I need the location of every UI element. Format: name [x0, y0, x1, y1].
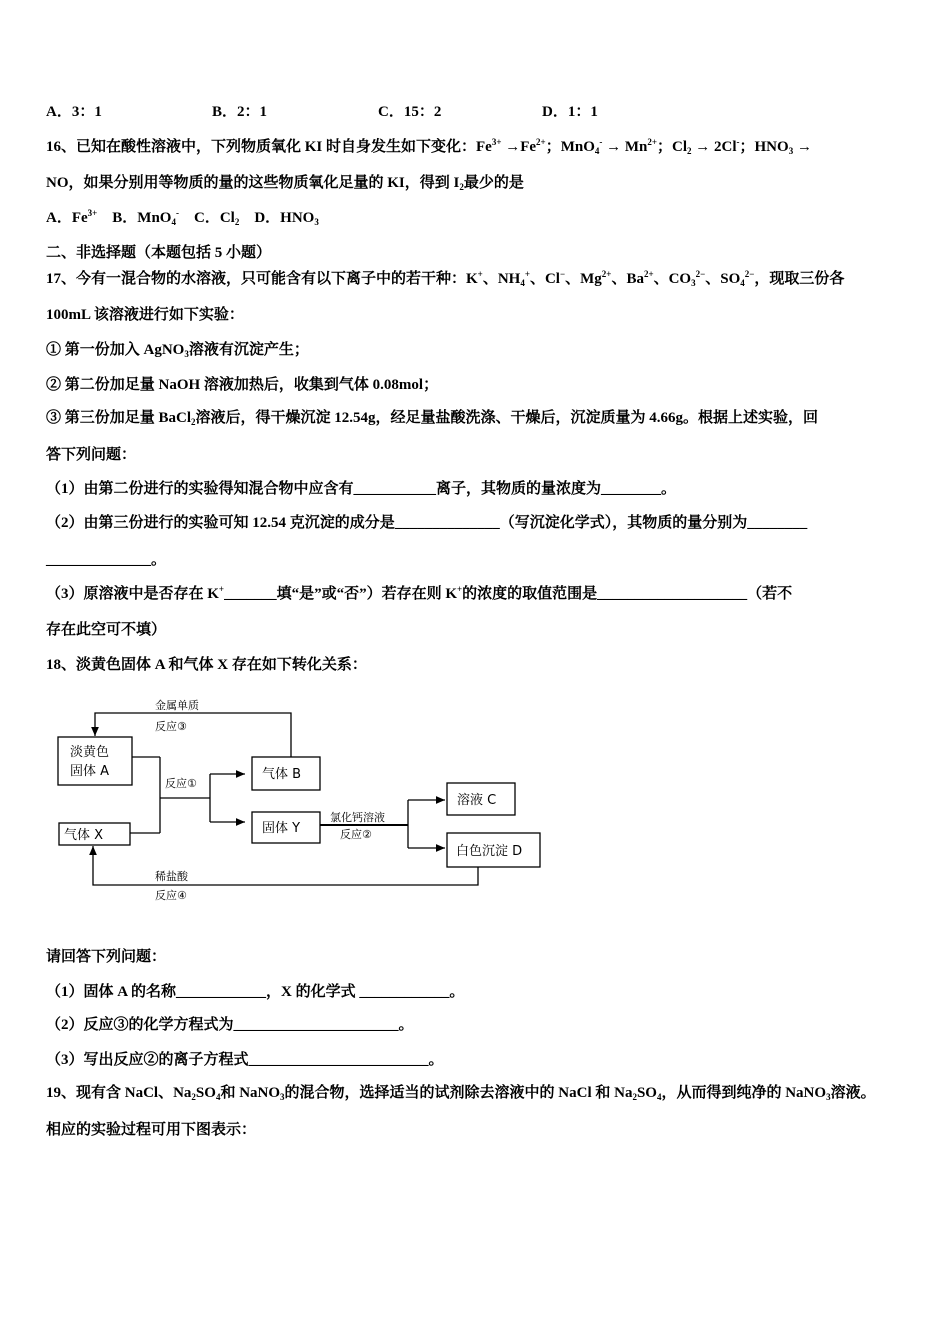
text-line: [46, 584, 792, 604]
text-segment: 100mL 该溶液进行如下实验：: [46, 307, 244, 323]
text-segment: 、Mg: [565, 271, 602, 287]
text-segment: 相应的实验过程可用下图表示：: [46, 1122, 257, 1138]
subscript: 2: [687, 146, 692, 156]
text-segment: → 2Cl: [691, 139, 737, 155]
superscript: -: [736, 137, 740, 147]
text-segment: 的混合物，选择适当的试剂除去溶液中的 NaCl 和 Na: [284, 1085, 633, 1101]
text-segment: ② 第二份加足量 NaOH 溶液加热后，收集到气体 0.08mol；: [46, 377, 439, 393]
text-segment: NO，如果分别用等物质的量的这些物质氧化足量的 KI，得到 I: [46, 175, 460, 191]
text-line: [46, 655, 367, 675]
text-segment: →Fe: [501, 139, 537, 155]
label-hcl: 稀盐酸: [155, 870, 188, 883]
label-reaction-4: 反应④: [155, 889, 187, 902]
text-segment: （1）由第二份进行的实验得知混合物中应含有___________离子，其物质的量浓度为________。: [46, 481, 677, 497]
text-segment: 和 NaNO: [220, 1085, 281, 1101]
text-line: [46, 513, 807, 533]
superscript: 2+: [647, 137, 657, 147]
label-reaction-2: 反应②: [340, 828, 372, 841]
subscript: 3: [280, 1092, 285, 1102]
label-reaction-3: 反应③: [155, 720, 187, 733]
text-segment: 存在此空可不填）: [46, 622, 167, 638]
text-segment: （2）由第三份进行的实验可知 12.54 克沉淀的成分是______________（写沉淀化学式），其物质的量分别为________: [46, 515, 808, 531]
text-line: [46, 947, 166, 967]
text-segment: 16、已知在酸性溶液中，下列物质氧化 KI 时自身发生如下变化：Fe: [46, 139, 492, 155]
text-segment: （2）反应③的化学方程式为______________________。: [46, 1017, 414, 1033]
q15-option-d: D．1：1: [542, 104, 598, 120]
text-segment: 、Ba: [611, 271, 644, 287]
text-line: [46, 340, 309, 360]
text-line: [46, 305, 244, 325]
text-segment: A．Fe: [46, 210, 88, 226]
subscript: 2: [234, 217, 240, 227]
text-segment: →: [793, 139, 812, 155]
text-segment: ；HNO: [739, 139, 789, 155]
text-segment: 请回答下列问题：: [46, 949, 167, 965]
text-line: [46, 1015, 414, 1035]
superscript: +: [456, 584, 463, 594]
text-segment: ，从而得到纯净的 NaNO: [661, 1085, 827, 1101]
box-y-label: 固体 Y: [262, 821, 301, 836]
box-b-label: 气体 B: [262, 767, 302, 782]
text-line: [46, 173, 524, 193]
text-line: [46, 445, 136, 465]
text-segment: （3）写出反应②的离子方程式________________________。: [46, 1052, 444, 1068]
arrow-reaction-4: [93, 846, 478, 885]
text-segment: B．MnO: [97, 210, 172, 226]
subscript: 3: [314, 217, 319, 227]
subscript: 3: [691, 278, 696, 288]
text-segment: 溶液。: [830, 1085, 876, 1101]
text-segment: 、CO: [653, 271, 692, 287]
text-line: [46, 243, 271, 263]
text-segment: （3）原溶液中是否存在 K: [46, 586, 219, 602]
conversion-diagram: [0, 690, 600, 920]
text-segment: SO: [636, 1085, 657, 1101]
text-line: [46, 408, 818, 428]
label-cacl2: 氯化钙溶液: [330, 811, 385, 824]
text-segment: C．Cl: [178, 210, 235, 226]
text-segment: 18、淡黄色固体 A 和气体 X 存在如下转化关系：: [46, 657, 367, 673]
subscript: 4: [171, 217, 176, 227]
text-line: [46, 137, 812, 157]
text-line: [46, 479, 676, 499]
text-segment: 最少的是: [463, 175, 524, 191]
subscript: 3: [826, 1092, 831, 1102]
text-line: [46, 375, 438, 395]
superscript: +: [218, 584, 225, 594]
q15-option-a: A．3：1: [46, 104, 102, 120]
text-segment: 、SO: [705, 271, 741, 287]
box-d-label: 白色沉淀 D: [456, 844, 523, 859]
superscript: 2+: [601, 269, 612, 279]
text-segment: ① 第一份加入 AgNO: [46, 342, 185, 358]
text-segment: ；Cl: [657, 139, 688, 155]
subscript: 2: [191, 1092, 196, 1102]
text-segment: 、NH: [482, 271, 521, 287]
text-segment: SO: [195, 1085, 216, 1101]
box-a-label-2: 固体 A: [70, 764, 110, 779]
subscript: 2: [632, 1092, 637, 1102]
text-line: [46, 208, 319, 228]
q15-option-b: B．2：1: [212, 104, 268, 120]
subscript: 4: [520, 278, 525, 288]
text-segment: ______________。: [46, 552, 167, 568]
subscript: 3: [184, 349, 189, 359]
text-segment: ，现取三份各: [754, 271, 845, 287]
text-line: [46, 1050, 444, 1070]
text-line: [46, 982, 464, 1002]
text-segment: 19、现有含 NaCl、Na: [46, 1085, 192, 1101]
subscript: 4: [594, 146, 600, 156]
superscript: 3+: [491, 137, 502, 147]
text-segment: 17、今有一混合物的水溶液，只可能含有以下离子中的若干种：K: [46, 271, 478, 287]
box-c-label: 溶液 C: [457, 793, 497, 808]
text-line: [46, 550, 166, 570]
superscript: -: [175, 208, 179, 218]
text-segment: 溶液有沉淀产生；: [188, 342, 309, 358]
superscript: 2−: [695, 269, 706, 279]
subscript: 2: [191, 417, 196, 427]
arrow-reaction-3: [95, 713, 291, 757]
text-segment: → Mn: [602, 139, 648, 155]
text-line: [46, 1083, 876, 1103]
superscript: 3+: [87, 208, 98, 218]
superscript: 2+: [643, 269, 654, 279]
text-segment: _______填“是”或“否”）若存在则 K: [224, 586, 457, 602]
subscript: 4: [215, 1092, 221, 1102]
text-segment: 的浓度的取值范围是____________________（若不: [462, 586, 793, 602]
text-segment: 二、非选择题（本题包括 5 小题）: [46, 245, 272, 261]
label-reaction-1: 反应①: [165, 777, 197, 790]
subscript: 4: [656, 1092, 662, 1102]
superscript: −: [559, 269, 566, 279]
q15-option-c: C．15：2: [378, 104, 442, 120]
text-line: [46, 1120, 256, 1140]
box-x-label: 气体 X: [64, 828, 104, 843]
subscript: 4: [740, 278, 745, 288]
text-segment: （1）固体 A 的名称____________，X 的化学式 ____________。: [46, 984, 465, 1000]
subscript: 3: [788, 146, 794, 156]
superscript: -: [599, 137, 603, 147]
text-line: [46, 620, 166, 640]
superscript: +: [524, 269, 530, 279]
superscript: +: [477, 269, 483, 279]
text-segment: D．HNO: [239, 210, 315, 226]
label-metal: 金属单质: [155, 699, 199, 712]
box-a-label-1: 淡黄色: [70, 745, 110, 760]
text-segment: ；MnO: [545, 139, 595, 155]
superscript: 2+: [536, 137, 546, 147]
text-segment: 、Cl: [529, 271, 560, 287]
subscript: 2: [459, 182, 464, 192]
text-line: [46, 269, 844, 289]
text-segment: ③ 第三份加足量 BaCl: [46, 410, 192, 426]
text-segment: 答下列问题：: [46, 447, 137, 463]
superscript: 2−: [744, 269, 755, 279]
text-segment: 溶液后，得干燥沉淀 12.54g，经足量盐酸洗涤、干燥后，沉淀质量为 4.66g。根据上述实验，回: [195, 410, 819, 426]
